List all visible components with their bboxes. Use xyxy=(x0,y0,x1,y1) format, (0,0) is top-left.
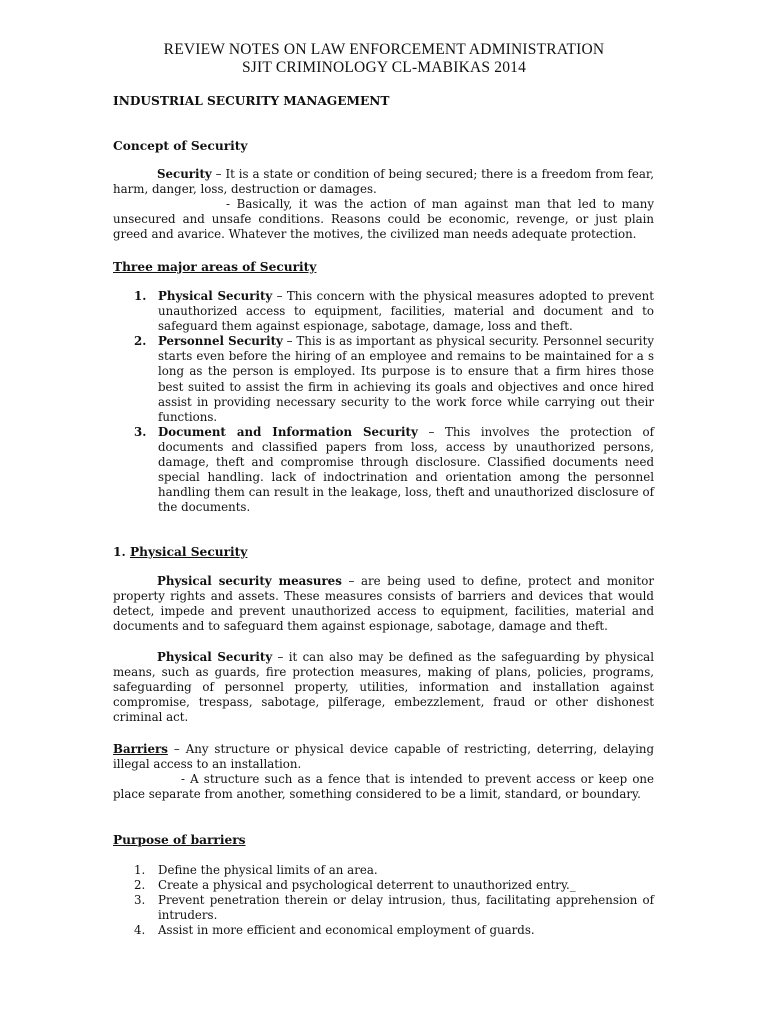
list-item-term: Document and Information Security xyxy=(158,424,418,439)
physical-security-number: 1. xyxy=(113,545,130,559)
list-item-text: – This is as important as physical security. Personnel security starts even before the hiring of an employee and remains to be maintained for a s long as the person is employed. Its purpose is to ensure that a firm hires those best suited to assist the firm in achieving its goals and objectives and once hired assist in providing necessary security to the work force while carrying out their functions. xyxy=(158,334,654,424)
security-basically: - Basically, it was the action of man against man that led to many unsecured and unsafe conditions. Reasons could be economic, revenge, or just plain greed and avarice. Whatever the motives, the civilized man needs adequate protection. xyxy=(113,197,654,242)
list-item-text: Assist in more efficient and economical employment of guards. xyxy=(158,923,535,938)
list-item-term: Personnel Security xyxy=(158,334,283,349)
list-item-number: 2. xyxy=(134,878,146,893)
three-areas-heading: Three major areas of Security xyxy=(113,260,317,274)
list-item xyxy=(134,334,654,425)
barriers-text: – Any structure or physical device capable of restricting, deterring, delaying illegal access to an installation. xyxy=(113,742,654,772)
purpose-heading: Purpose of barriers xyxy=(113,833,246,847)
physical-measures-text: – are being used to define, protect and monitor property rights and assets. These measures consists of barriers and devices that would detect, impede and prevent unauthorized access to equipment, facilities, material and documents and to safeguard them against espionage, sabotage, damage and theft. xyxy=(113,574,654,634)
list-item-text: – This involves the protection of documents and classified papers from loss, access by unauthorized persons, damage, theft and compromise through disclosure. Classified documents need special handling. lack of indoctrination and orientation among the personnel handling them can result in the leakage, loss, theft and unauthorized disclosure of the documents. xyxy=(158,424,654,515)
list-item-number: 2. xyxy=(134,334,147,349)
list-item-text: Prevent penetration therein or delay intrusion, thus, facilitating apprehension of intruders. xyxy=(158,893,654,923)
physical-security-heading xyxy=(113,544,247,560)
list-item-number: 3. xyxy=(134,893,146,908)
barriers-term: Barriers xyxy=(113,742,168,756)
list-item xyxy=(134,878,654,893)
list-item-text: Create a physical and psychological deterrent to unauthorized entry._ xyxy=(158,878,576,893)
physical-definition-paragraph xyxy=(113,650,654,725)
barriers-sub-paragraph: - A structure such as a fence that is intended to prevent access or keep one place separate from another, something considered to be a limit, standard, or boundary. xyxy=(113,772,654,802)
security-definition xyxy=(113,167,654,197)
list-item xyxy=(134,863,654,878)
section-title: INDUSTRIAL SECURITY MANAGEMENT xyxy=(113,94,390,108)
physical-security-title: Physical Security xyxy=(129,545,248,559)
list-item-number: 3. xyxy=(134,424,147,439)
list-item-text: Define the physical limits of an area. xyxy=(158,863,378,877)
list-item-term: Physical Security xyxy=(158,289,273,303)
list-item-number: 1. xyxy=(134,863,146,877)
physical-definition-term: Physical Security xyxy=(157,650,273,664)
doc-title-line2: SJIT CRIMINOLOGY CL-MABIKAS 2014 xyxy=(241,59,527,76)
concept-heading: Concept of Security xyxy=(113,139,248,153)
list-item xyxy=(134,923,654,938)
list-item-number: 1. xyxy=(134,289,147,303)
list-item xyxy=(134,289,654,334)
barriers-paragraph xyxy=(113,742,654,772)
list-item-number: 4. xyxy=(134,923,146,938)
list-item-text: – This concern with the physical measures adopted to prevent unauthorized access to equipment, facilities, material and document and to safeguard them against espionage, sabotage, damage, loss and theft. xyxy=(158,289,654,334)
purpose-list xyxy=(134,863,654,938)
security-definition-text: – It is a state or condition of being secured; there is a freedom from fear, harm, danger, loss, destruction or damages. xyxy=(113,167,654,197)
physical-measures-paragraph xyxy=(113,574,654,634)
three-areas-list xyxy=(134,289,654,515)
doc-title-line1: REVIEW NOTES ON LAW ENFORCEMENT ADMINISTRATION xyxy=(163,41,605,58)
list-item xyxy=(134,425,654,516)
physical-definition-text: – it can also may be defined as the safeguarding by physical means, such as guards, fire protection measures, making of plans, policies, programs, safeguarding of personnel property, utilities, information and installation against compromise, trespass, sabotage, pilferage, embezzlement, fraud or other dishonest criminal act. xyxy=(113,650,654,725)
physical-measures-term: Physical security measures xyxy=(157,574,342,588)
list-item xyxy=(134,893,654,923)
security-term: Security xyxy=(157,167,212,181)
